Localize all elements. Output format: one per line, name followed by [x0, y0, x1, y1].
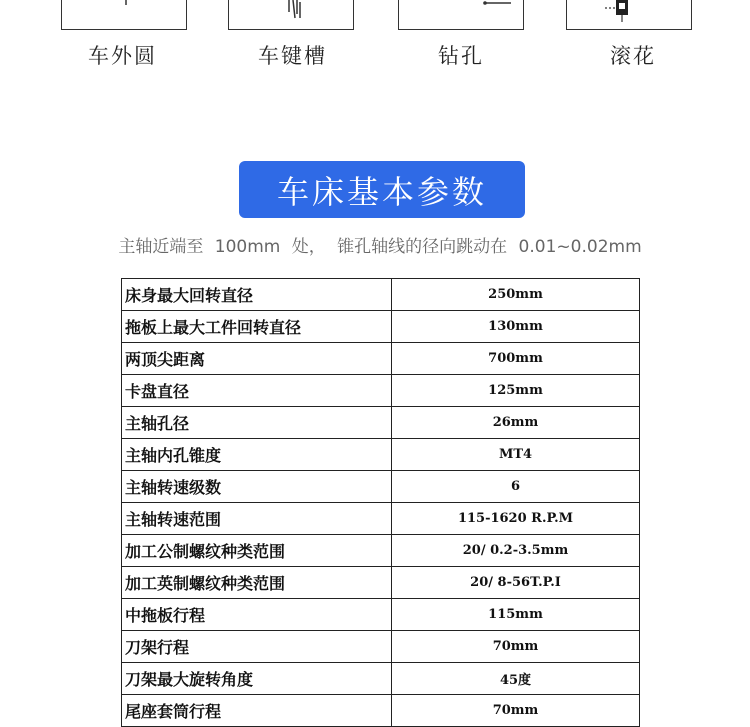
- table-row: [122, 439, 640, 471]
- spec-value: 6: [392, 471, 640, 503]
- operation-label: 车键槽: [258, 44, 327, 68]
- table-row: [122, 535, 640, 567]
- spec-name: 卡盘直径: [122, 375, 392, 407]
- spec-value: 130mm: [392, 311, 640, 343]
- keyway-tool-icon: [228, 0, 354, 30]
- table-row: [122, 567, 640, 599]
- spec-value: 125mm: [392, 375, 640, 407]
- table-row: [122, 695, 640, 727]
- spec-value: 45度: [392, 663, 640, 695]
- spec-name: 主轴转速范围: [122, 503, 392, 535]
- spec-name: 加工英制螺纹种类范围: [122, 567, 392, 599]
- spec-name: 主轴孔径: [122, 407, 392, 439]
- spec-name: 刀架行程: [122, 631, 392, 663]
- table-row: [122, 375, 640, 407]
- spec-name: 主轴转速级数: [122, 471, 392, 503]
- table-row: [122, 599, 640, 631]
- table-row: [122, 663, 640, 695]
- table-row: [122, 407, 640, 439]
- section-subtitle: 主轴近端至 100mm 处， 锥孔轴线的径向跳动在 0.01~0.02mm: [118, 237, 642, 257]
- spec-name: 中拖板行程: [122, 599, 392, 631]
- table-row: [122, 471, 640, 503]
- spec-value: 250mm: [392, 279, 640, 311]
- spec-value: 70mm: [392, 631, 640, 663]
- spec-name: 刀架最大旋转角度: [122, 663, 392, 695]
- spec-name: 尾座套筒行程: [122, 695, 392, 727]
- spec-name: 两顶尖距离: [122, 343, 392, 375]
- turning-tool-icon: [61, 0, 187, 30]
- spec-name: 拖板上最大工件回转直径: [122, 311, 392, 343]
- spec-value: 26mm: [392, 407, 640, 439]
- spec-name: 加工公制螺纹种类范围: [122, 535, 392, 567]
- spec-value: 700mm: [392, 343, 640, 375]
- spec-value: 20/ 8-56T.P.I: [392, 567, 640, 599]
- table-row: [122, 503, 640, 535]
- spec-value: 115mm: [392, 599, 640, 631]
- table-row: [122, 311, 640, 343]
- table-row: [122, 631, 640, 663]
- spec-value: 20/ 0.2-3.5mm: [392, 535, 640, 567]
- operation-label: 车外圆: [88, 44, 157, 68]
- spec-value: 115-1620 R.P.M: [392, 503, 640, 535]
- table-row: [122, 343, 640, 375]
- spec-name: 床身最大回转直径: [122, 279, 392, 311]
- spec-value: 70mm: [392, 695, 640, 727]
- section-title: 车床基本参数: [239, 161, 525, 218]
- operation-label: 滚花: [610, 44, 656, 68]
- spec-value: MT4: [392, 439, 640, 471]
- spec-name: 主轴内孔锥度: [122, 439, 392, 471]
- operations-row: [0, 0, 750, 80]
- knurling-tool-icon: [566, 0, 692, 30]
- spec-table: [121, 278, 640, 727]
- drill-tool-icon: [398, 0, 524, 30]
- operation-label: 钻孔: [438, 44, 484, 68]
- table-row: [122, 279, 640, 311]
